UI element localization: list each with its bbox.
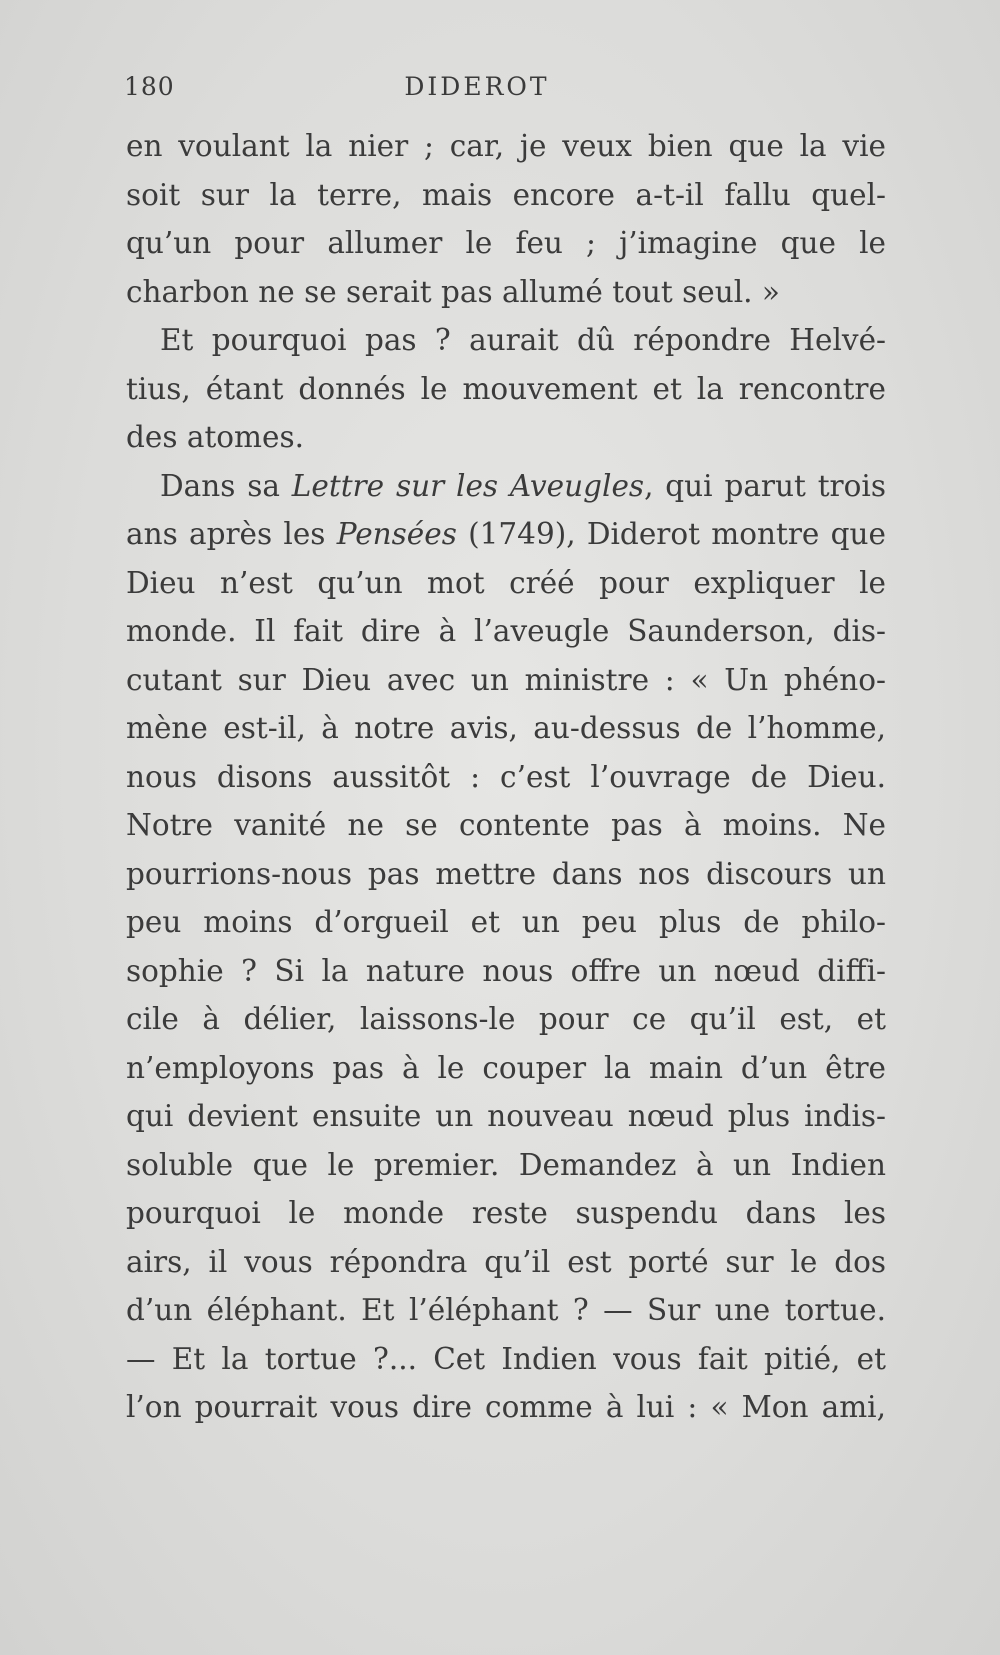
text-line: Dieu n’est qu’un mot créé pour expliquer le: [126, 565, 886, 600]
text-line: n’employons pas à le couper la main d’un être: [126, 1050, 886, 1085]
text-line: d’un éléphant. Et l’éléphant ? — Sur une tortue.: [126, 1293, 886, 1327]
text-line: cutant sur Dieu avec un ministre : « Un phéno-: [126, 662, 886, 697]
text-fragment: (1749), Diderot montre que: [456, 517, 886, 551]
text-line: des atomes.: [126, 420, 305, 454]
text-line: pourrions-nous pas mettre dans nos discours un: [126, 856, 886, 891]
page-header-title: DIDEROT: [404, 72, 550, 101]
text-line: cile à délier, laissons-le pour ce qu’il est, et: [126, 1002, 886, 1036]
text-line-with-title: [126, 462, 886, 511]
text-fragment: ans après les: [126, 517, 326, 551]
book-title-pensees: Pensées: [336, 517, 457, 551]
text-line: airs, il vous répondra qu’il est porté sur le dos: [126, 1244, 886, 1279]
text-line: l’on pourrait vous dire comme à lui : « Mon ami,: [126, 1390, 886, 1424]
text-line: charbon ne se serait pas allumé tout seul. »: [126, 274, 780, 309]
text-line: mène est-il, à notre avis, au-dessus de l’homme,: [126, 711, 886, 745]
text-line: sophie ? Si la nature nous offre un nœud diffi-: [126, 953, 886, 988]
text-fragment: , qui parut trois: [644, 468, 886, 503]
text-line: en voulant la nier ; car, je veux bien que la vie: [126, 129, 886, 163]
text-line: pourquoi le monde reste suspendu dans les: [126, 1196, 886, 1230]
book-title-lettre: Lettre sur les Aveugles: [291, 468, 645, 503]
body-text: [126, 122, 886, 1432]
page-number: 180: [124, 72, 175, 101]
text-line: peu moins d’orgueil et un peu plus de philo-: [126, 905, 886, 939]
text-line: nous disons aussitôt : c’est l’ouvrage de Dieu.: [126, 759, 886, 794]
text-line-with-title: [126, 510, 886, 559]
text-line: soit sur la terre, mais encore a-t-il fallu quel-: [126, 177, 886, 212]
text-line: monde. Il fait dire à l’aveugle Saunderson, dis-: [126, 614, 886, 648]
text-line: Notre vanité ne se contente pas à moins. Ne: [126, 808, 886, 842]
text-line: soluble que le premier. Demandez à un Indien: [126, 1147, 886, 1182]
running-head: [124, 72, 884, 112]
text-fragment: Dans sa: [160, 468, 280, 503]
text-line: qu’un pour allumer le feu ; j’imagine que le: [126, 226, 886, 260]
text-line: qui devient ensuite un nouveau nœud plus indis-: [126, 1099, 886, 1133]
text-line: — Et la tortue ?... Cet Indien vous fait pitié, et: [126, 1341, 886, 1376]
text-line: tius, étant donnés le mouvement et la rencontre: [126, 371, 886, 406]
text-line: Et pourquoi pas ? aurait dû répondre Helvé-: [160, 323, 886, 357]
